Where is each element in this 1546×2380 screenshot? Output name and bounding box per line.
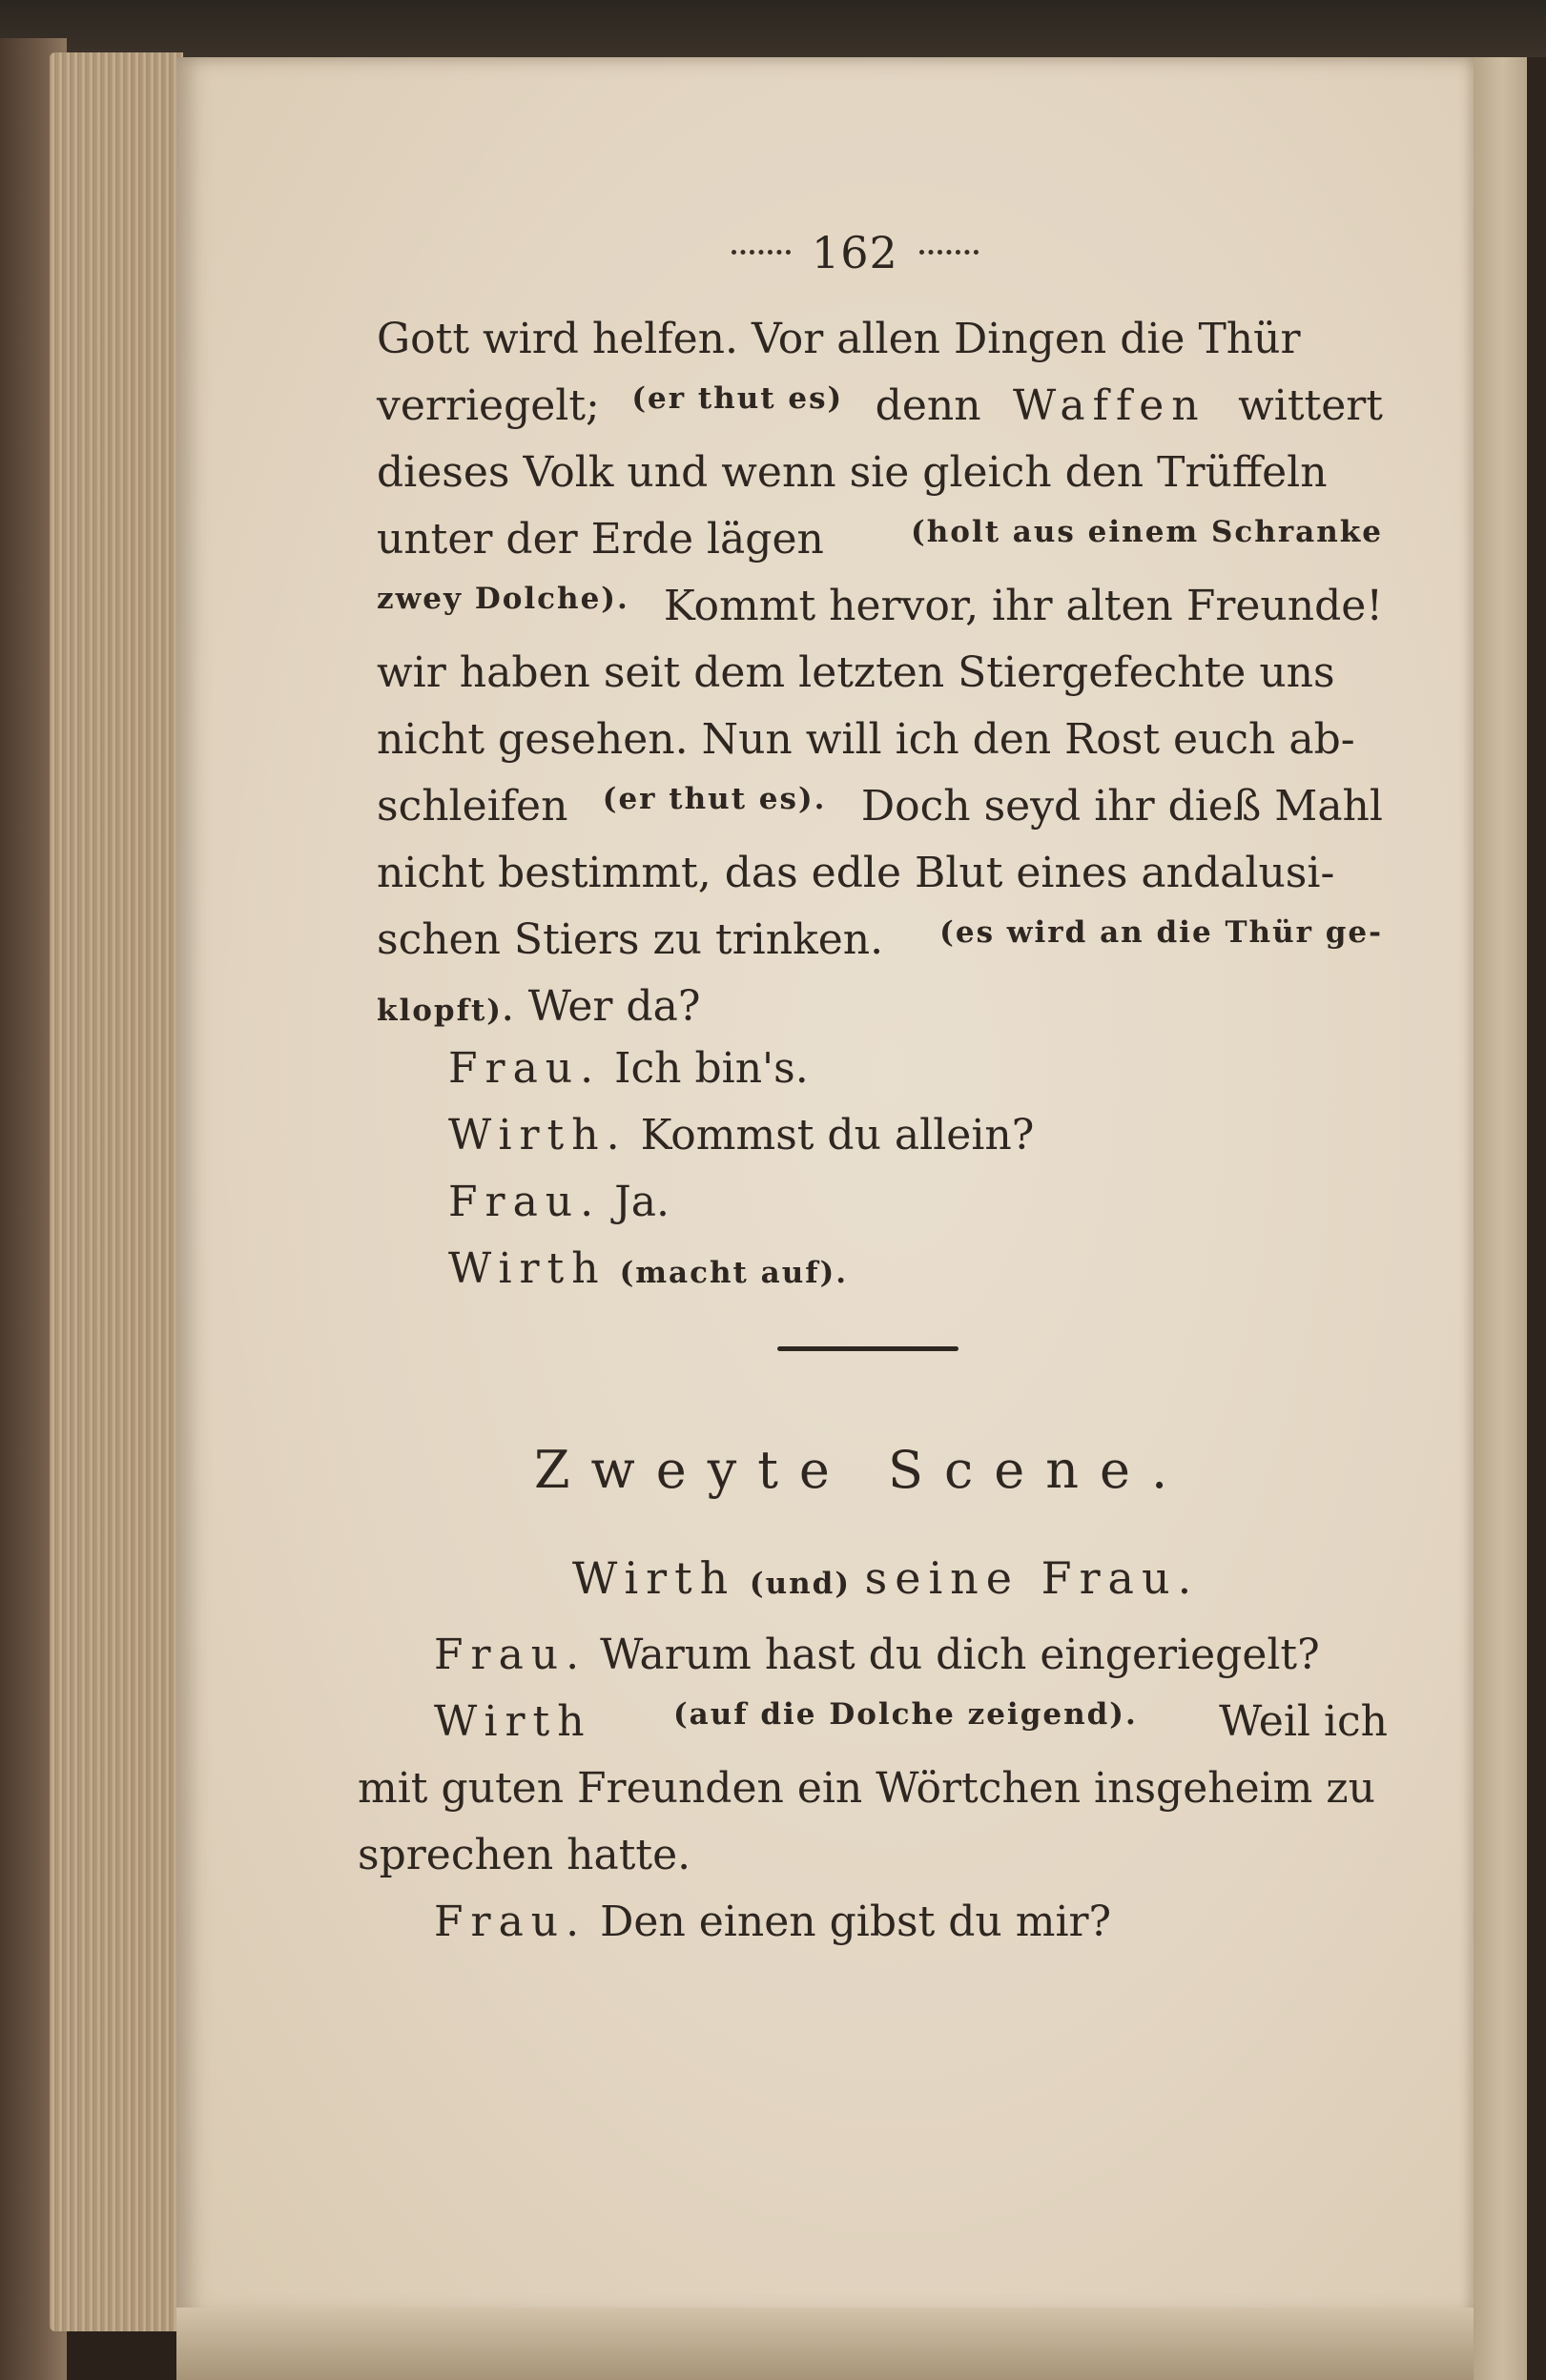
dialogue-line [448, 1178, 670, 1226]
scene-persons [572, 1552, 1199, 1604]
stage-direction: (er thut es) [631, 381, 844, 416]
line-text: wittert [1238, 381, 1383, 430]
line-text: schen Stiers zu trinken. [377, 915, 884, 964]
stage-direction: (holt aus einem Schranke [911, 515, 1383, 549]
scene-heading: Zweyte Scene. [534, 1440, 1189, 1500]
stage-direction: klopft). [377, 994, 515, 1028]
stage-direction: (und) [749, 1567, 852, 1601]
dialogue-text: Ja. [614, 1178, 670, 1226]
stage-direction: (macht auf). [619, 1256, 849, 1290]
dialogue-text: mit guten Freunden ein Wörtchen insgeheim zu [358, 1764, 1375, 1813]
line-text: nicht gesehen. Nun will ich den Rost euch ab- [377, 715, 1355, 764]
ornament-left [732, 250, 791, 264]
speaker-name: Wirth [434, 1697, 592, 1746]
line-text: verriegelt; [377, 381, 600, 430]
text-line [377, 915, 1383, 964]
dialogue-line [358, 1831, 691, 1879]
dialogue-line [448, 1111, 1034, 1159]
stage-direction: (auf die Dolche zeigend). [672, 1697, 1138, 1732]
dialogue-line [358, 1764, 1388, 1813]
section-separator [777, 1346, 959, 1351]
speaker-name: Frau. [448, 1044, 602, 1093]
text-line [377, 582, 1383, 630]
text-line [377, 515, 1383, 564]
line-text: Gott wird helfen. Vor allen Dingen die Thür [377, 315, 1301, 363]
dialogue-line [434, 1631, 1320, 1679]
line-text: nicht bestimmt, das edle Blut eines andalusi- [377, 849, 1335, 897]
dialogue-text: sprechen hatte. [358, 1831, 691, 1879]
text-line [377, 381, 1383, 430]
speaker-name: Wirth. [448, 1111, 628, 1159]
speaker-name: Frau. [434, 1631, 587, 1679]
ornament-right [919, 250, 979, 264]
line-text: Kommt hervor, ihr alten Freunde! [663, 582, 1383, 630]
line-text: wir haben seit dem letzten Stiergefechte uns [377, 648, 1335, 697]
dialogue-text: Den einen gibst du mir? [600, 1898, 1112, 1946]
dialogue-text: Weil ich [1219, 1697, 1388, 1746]
text-line [377, 715, 1383, 764]
emphasized-text: Waffen [1013, 381, 1206, 430]
line-text: unter der Erde lägen [377, 515, 824, 564]
text-line [377, 982, 700, 1031]
page-edges-stack [50, 52, 183, 2331]
speaker-name: Wirth [448, 1244, 607, 1293]
text-line [377, 448, 1383, 497]
dialogue-line [434, 1697, 1388, 1746]
text-line [377, 648, 1383, 697]
line-text: dieses Volk und wenn sie gleich den Trüffeln [377, 448, 1328, 497]
dialogue-line [448, 1244, 848, 1293]
text-line [377, 782, 1383, 831]
facing-page-edge [1474, 57, 1546, 2380]
stage-direction: (es wird an die Thür ge- [939, 915, 1383, 950]
person-name: Wirth [572, 1552, 736, 1604]
text-line [377, 849, 1383, 897]
line-text: Wer da? [527, 982, 701, 1031]
line-text: schleifen [377, 782, 568, 831]
page-bottom-shadow [176, 2308, 1474, 2380]
person-name: seine Frau. [864, 1552, 1200, 1604]
dialogue-line [434, 1898, 1111, 1946]
dialogue-text: Kommst du allein? [640, 1111, 1035, 1159]
speaker-name: Frau. [434, 1898, 587, 1946]
line-text: Doch seyd ihr dieß Mahl [860, 782, 1383, 831]
line-text: denn [875, 381, 981, 430]
text-line [377, 315, 1383, 363]
stage-direction: (er thut es). [602, 782, 827, 816]
dialogue-text: Warum hast du dich eingeriegelt? [600, 1631, 1320, 1679]
page-number: 162 [812, 227, 898, 278]
dialogue-text: Ich bin's. [614, 1044, 809, 1093]
speaker-name: Frau. [448, 1178, 602, 1226]
page-number-row [711, 227, 1000, 278]
dialogue-line [448, 1044, 809, 1093]
stage-direction: zwey Dolche). [377, 582, 629, 616]
